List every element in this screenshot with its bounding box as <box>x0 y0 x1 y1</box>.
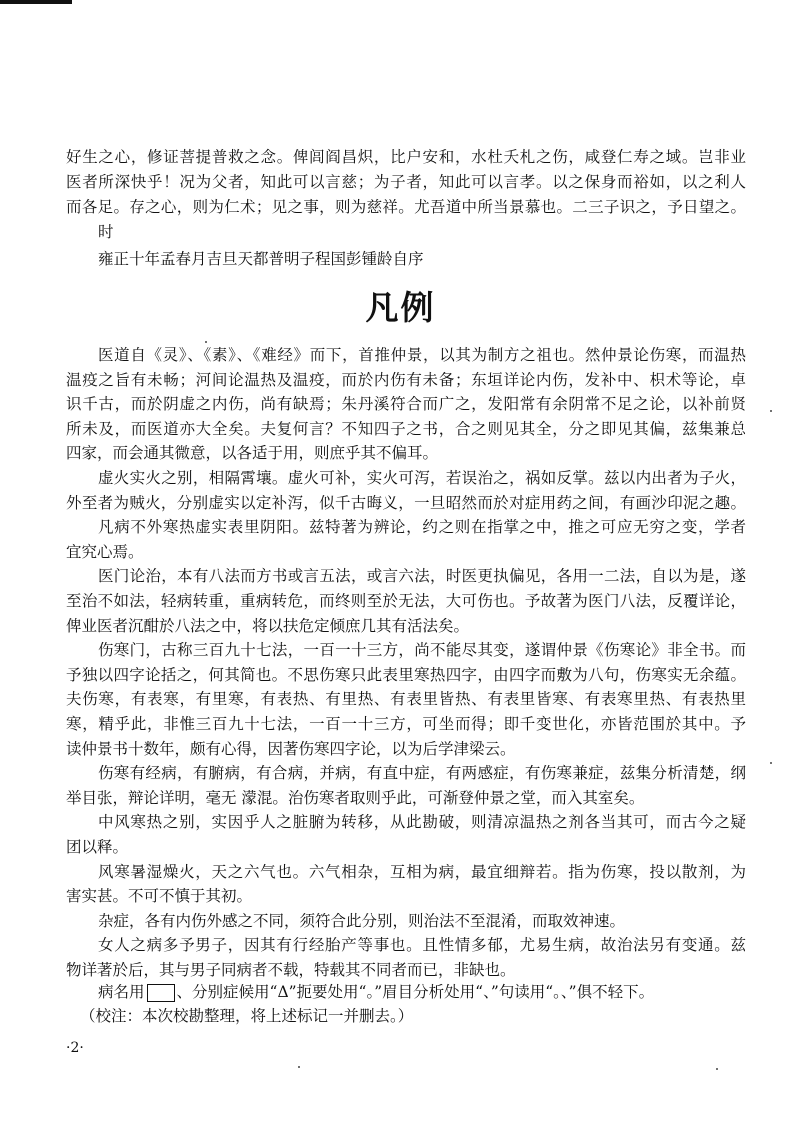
time-label: 时 <box>98 223 114 241</box>
text-line: 举目张，辩论详明，毫无 濛混。治伤寒者取则乎此，可渐登仲景之堂，而入其室矣。 <box>66 788 645 807</box>
text-line: 而各足。存之心，则为仁术；见之事，则为慈祥。尤吾道中所当景慕也。二三子识之，予日望之。 <box>66 198 746 216</box>
notation-line <box>98 982 746 1002</box>
text-line: 予独以四字论括之，何其简也。不思伤寒只此表里寒热四字，由四字而敷为八句，伤寒实无余蕴。 <box>66 665 746 684</box>
text-line: 夫伤寒，有表寒，有里寒，有表热、有里热、有表里皆热、有表里皆寒、有表寒里热、有表热里 <box>66 690 746 709</box>
preface-signature: 雍正十年孟春月吉旦天都普明子程国彭锺龄自序 <box>98 250 424 268</box>
text-line: 风寒暑湿燥火，天之六气也。六气相杂，互相为病，最宜细辩若。指为伤寒，投以散剂，为 <box>98 862 746 881</box>
text-line: 俾业医者沉酣於八法之中，将以扶危定倾庶几其有活法矣。 <box>66 616 470 635</box>
text-line: 杂症，各有内伤外感之不同，须符合此分别，则治法不至混淆，而取效神速。 <box>98 911 626 930</box>
scan-speck <box>770 762 772 764</box>
text-line: 宜究心焉。 <box>66 542 144 561</box>
text-line: 物详著於后，其与男子同病者不载，特载其不同者而已，非缺也。 <box>66 961 516 979</box>
scan-speck <box>770 410 772 412</box>
text-line: 至治不如法，轻病转重，重病转危，而终则至於无法，大可伤也。予故著为医门八法，反覆详论， <box>66 592 746 610</box>
text-line: 团以释。 <box>66 838 129 856</box>
text-line: 所未及，而医道亦大全矣。夫复何言？不知四子之书，合之则见其全，分之即见其偏，兹集兼总 <box>66 419 746 438</box>
text-line: 寒，精乎此，非惟三百九十七法，一百一十三方，可坐而得；即千变世化，亦皆范围於其中。予 <box>66 715 746 733</box>
scan-speck <box>716 1068 718 1070</box>
text-line: 女人之病多予男子，因其有行经胎产等事也。且性情多郁，尤易生病，故治法另有变通。兹 <box>98 936 746 955</box>
disease-name-box-mark <box>147 984 175 1002</box>
text-line: 虚火实火之别，相隔霄壤。虚火可补，实火可泻，若误治之，祸如反掌。兹以内出者为子火， <box>98 469 746 487</box>
section-title: 凡例 <box>365 288 436 327</box>
text-line: 中风寒热之别，实因乎人之脏腑为转移，从此勘破，则清凉温热之剂各当其可，而古今之疑 <box>98 813 746 832</box>
page-number: ·2· <box>66 1040 84 1056</box>
text-line: 凡病不外寒热虚实表里阴阳。兹特著为辨论，约之则在指掌之中，推之可应无穷之变，学者 <box>98 518 746 537</box>
text-line: 医门论治，本有八法而方书或言五法，或言六法，时医更执偏见，各用一二法，自以为是，遂 <box>98 567 746 586</box>
text-line: 医道自《灵》、《素》、《难经》而下，首推仲景，以其为制方之祖也。然仲景论伤寒，而温热 <box>98 346 746 364</box>
text-line: 伤寒门，古称三百九十七法，一百一十三方，尚不能尽其变，遂谓仲景《伤寒论》非全书。而 <box>98 641 746 660</box>
scan-edge-bar <box>0 0 72 4</box>
text-line: 外至者为贼火，分别虚实以定补泻，似千古晦义，一旦昭然而於对症用药之间，有画沙印泥之趣。 <box>66 493 746 512</box>
text-line: 温疫之旨有未畅；河间论温热及温疫，而於内伤有未备；东垣详论内伤，发补中、枳术等论，卓 <box>66 370 746 389</box>
collation-note: （校注：本次校勘整理，将上述标记一并删去。） <box>80 1007 414 1025</box>
scan-speck <box>298 1066 300 1068</box>
text-line: 伤寒有经病，有腑病，有合病，并病，有直中症，有两感症，有伤寒兼症，兹集分析清楚，纲 <box>98 764 746 783</box>
text-line: 害实甚。不可不慎于其初。 <box>66 887 253 906</box>
notation-text-after: 、分别症候用“Δ”扼要处用“。”眉目分析处用“、”句读用“。、”俱不轻下。 <box>176 983 655 1001</box>
notation-text-before: 病名用 <box>98 983 145 1001</box>
text-line: 识千古，而於阴虚之内伤，尚有缺焉；朱丹溪符合而广之，发阳常有余阴常不足之论，以补前贤 <box>66 395 746 414</box>
text-line: 四家，而会通其微意，以各适于用，则庶乎其不偏耳。 <box>66 444 439 463</box>
text-line: 好生之心，修证菩提普救之念。俾闾阎昌炽，比户安和，水杜夭札之伤，咸登仁寿之域。岂非业 <box>66 148 746 166</box>
text-line: 读仲景书十数年，颇有心得，因著伤寒四字论，以为后学津梁云。 <box>66 739 516 758</box>
text-line: 医者所深快乎！况为父者，知此可以言慈；为子者，知此可以言孝。以之保身而裕如，以之利人 <box>66 173 746 191</box>
scan-speck <box>205 341 207 343</box>
